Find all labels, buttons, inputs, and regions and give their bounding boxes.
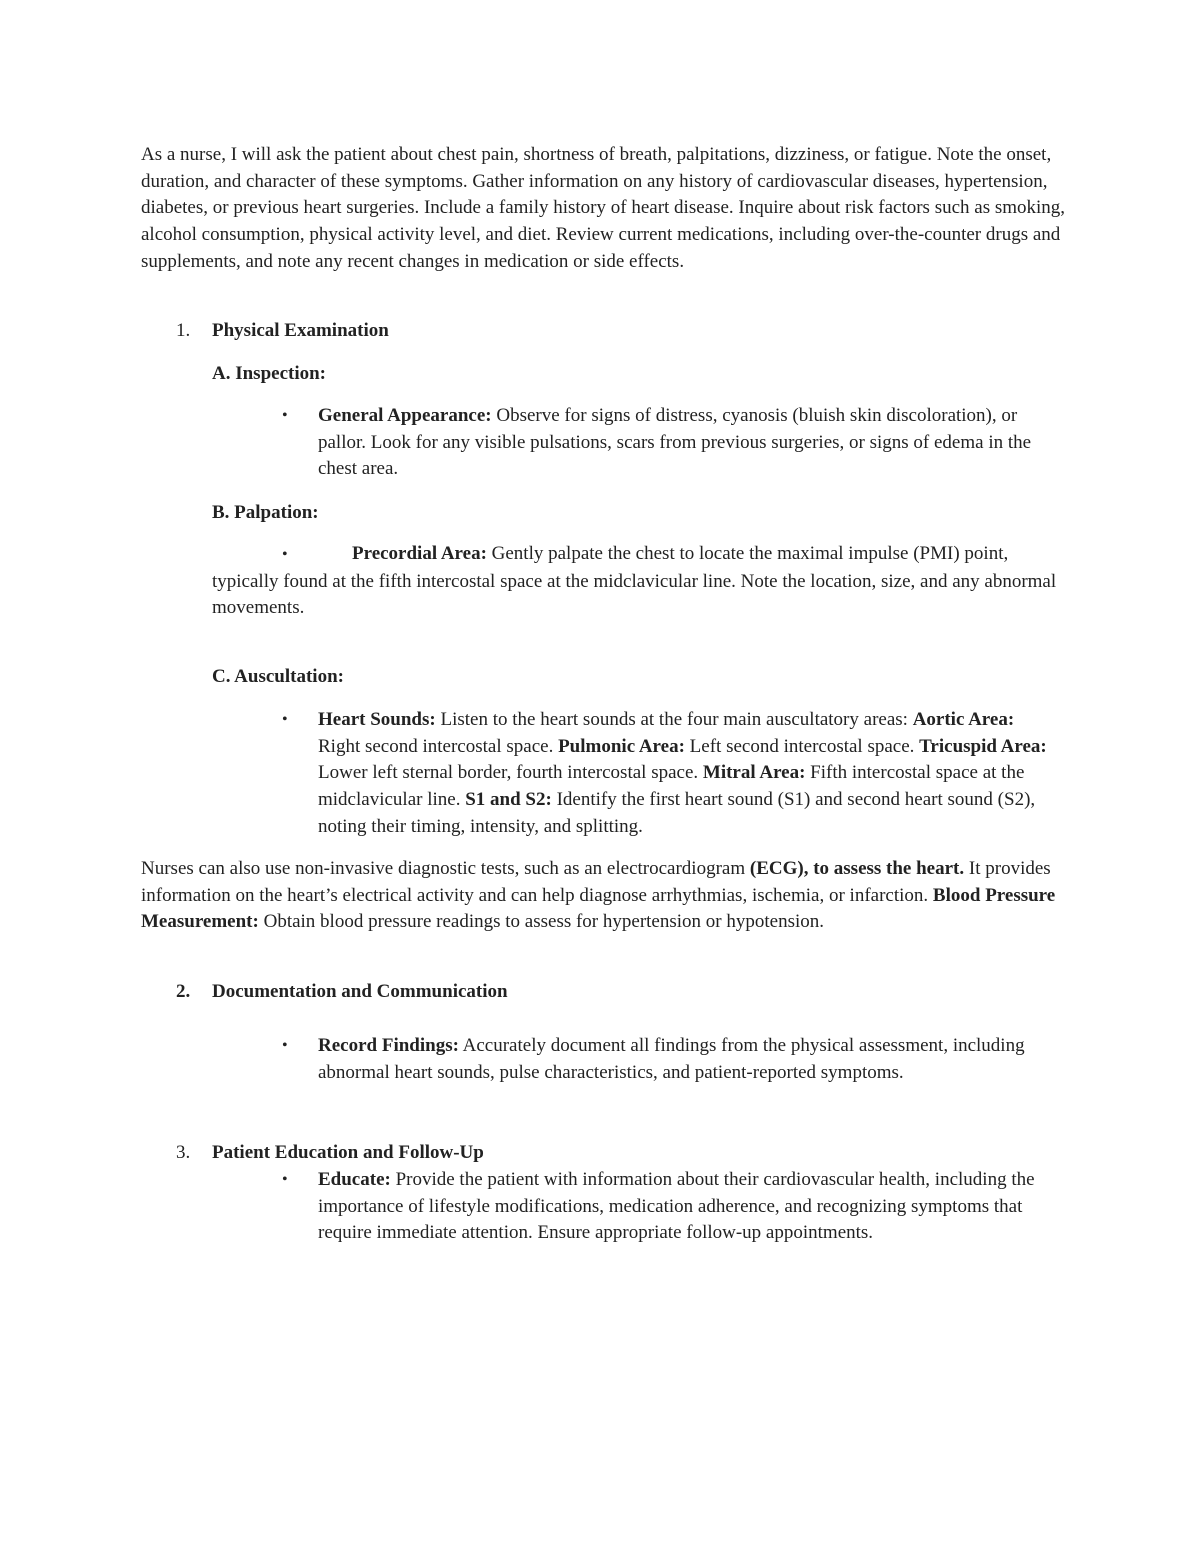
bullet-icon: • bbox=[282, 546, 288, 563]
section-2-number: 2. bbox=[176, 981, 191, 1002]
record-findings-text: Record Findings: Accurately document all findings from the physical assessment, including abnormal heart sounds, pulse characteristics, and patient-reported symptoms. bbox=[318, 1035, 1025, 1083]
section-3-heading bbox=[176, 1140, 676, 1167]
educate-text: Educate: Provide the patient with information about their cardiovascular health, including the importance of lifestyle modifications, medication adherence, and recognizing symptoms that require immediate attention. Ensure appropriate follow-up appointments. bbox=[318, 1169, 1035, 1244]
auscultation-bullet bbox=[282, 707, 1062, 843]
section-3-title: Patient Education and Follow-Up bbox=[212, 1142, 484, 1163]
bullet-icon: • bbox=[282, 711, 288, 728]
section-1-title: Physical Examination bbox=[212, 320, 389, 341]
educate-bullet bbox=[282, 1167, 1062, 1277]
inspection-heading: A. Inspection: bbox=[212, 363, 327, 384]
section-2-title: Documentation and Communication bbox=[212, 981, 508, 1002]
auscultation-bullet-text: Heart Sounds: Listen to the heart sounds at the four main auscultatory areas: Aortic Area: Right second intercostal space. Pulmonic Area: Left second intercostal space. Tricuspid Area: Lower left sternal border, fourth intercostal space. Mitral Area: Fifth intercostal space at the midclavicular line. S1 and S2: Identify the first heart sound (S1) and second heart sound (S2), noting their timing, intensity, and splitting. bbox=[318, 709, 1047, 837]
bullet-icon: • bbox=[282, 407, 288, 424]
section-1-number: 1. bbox=[176, 320, 191, 341]
section-3-number: 3. bbox=[176, 1142, 191, 1163]
palpation-bullet: • Precordial Area: Gently palpate the chest to locate the maximal impulse (PMI) point, typically found at the fifth intercostal space at the midclavicular line. Note the location, size, and any abnormal movements. bbox=[212, 543, 1057, 619]
inspection-bullet bbox=[282, 403, 1062, 485]
record-findings-bullet bbox=[282, 1033, 1062, 1115]
inspection-bullet-text: General Appearance: Observe for signs of distress, cyanosis (bluish skin discoloration), or pallor. Look for any visible pulsations, scars from previous surgeries, or signs of edema in the chest area. bbox=[318, 405, 1032, 480]
section-1-heading bbox=[176, 318, 576, 345]
bullet-icon: • bbox=[282, 1037, 288, 1054]
bullet-icon: • bbox=[282, 1171, 288, 1188]
palpation-heading: B. Palpation: bbox=[212, 502, 319, 523]
intro-paragraph: As a nurse, I will ask the patient about chest pain, shortness of breath, palpitations, dizziness, or fatigue. Note the onset, duration, and character of these symptoms. Gather information on any history of cardiovascular diseases, hypertension, diabetes, or previous heart surgeries. Include a family history of heart disease. Inquire about risk factors such as smoking, alcohol consumption, physical activity level, and diet. Review current medications, including over-the-counter drugs and supplements, and note any recent changes in medication or side effects. bbox=[141, 144, 1066, 272]
section-2-heading bbox=[176, 979, 676, 1006]
auscultation-heading: C. Auscultation: bbox=[212, 666, 344, 687]
ecg-paragraph: Nurses can also use non-invasive diagnostic tests, such as an electrocardiogram (ECG), to assess the heart. It provides information on the heart’s electrical activity and can help diagnose arrhythmias, ischemia, or infarction. Blood Pressure Measurement: Obtain blood pressure readings to assess for hypertension or hypotension. bbox=[141, 858, 1056, 933]
